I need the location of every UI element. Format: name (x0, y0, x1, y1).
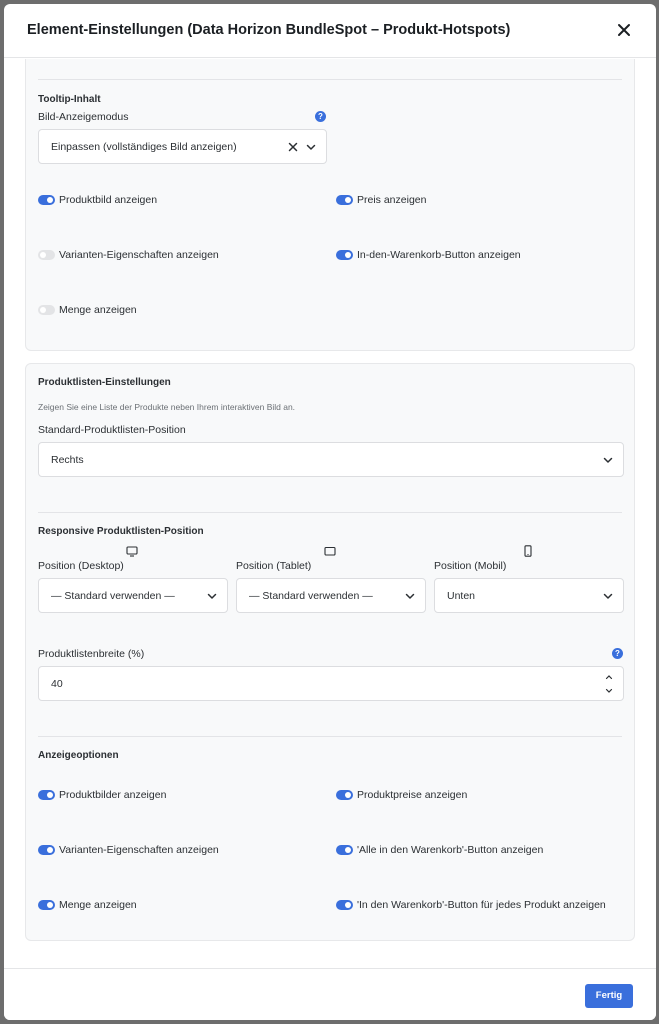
tooltip-card (25, 59, 635, 351)
settings-modal (4, 4, 656, 1020)
toggle-label: In-den-Warenkorb-Button anzeigen (357, 249, 521, 261)
desktop-position-select[interactable] (38, 578, 228, 613)
toggle-switch[interactable] (38, 305, 55, 315)
modal-body[interactable] (4, 59, 656, 968)
toggle-add-to-cart[interactable] (336, 249, 521, 261)
toggle-label: Menge anzeigen (59, 304, 137, 316)
chevron-down-icon (603, 456, 613, 464)
toggle-label: 'Alle in den Warenkorb'-Button anzeigen (357, 844, 544, 856)
toggle-label: Produktbilder anzeigen (59, 789, 167, 801)
toggle-switch[interactable] (38, 250, 55, 260)
product-list-section-title: Produktlisten-Einstellungen (38, 377, 171, 388)
help-icon[interactable]: ? (315, 111, 326, 122)
tooltip-section-title: Tooltip-Inhalt (38, 94, 101, 105)
help-icon[interactable]: ? (612, 648, 623, 659)
tablet-position-select[interactable] (236, 578, 426, 613)
divider (38, 79, 622, 80)
chevron-down-icon (207, 592, 217, 600)
spinner-up-icon (607, 676, 612, 679)
product-list-description: Zeigen Sie eine Liste der Produkte neben Ihrem interaktiven Bild an. (38, 402, 296, 412)
toggle-quantity[interactable] (38, 304, 137, 316)
responsive-section-title: Responsive Produktlisten-Position (38, 526, 204, 537)
tablet-position-value: — Standard verwenden — (249, 590, 373, 602)
toggle-label: Produktpreise anzeigen (357, 789, 468, 801)
tablet-icon (324, 545, 336, 557)
modal-header (4, 4, 656, 58)
close-icon (614, 20, 634, 40)
toggle-add-all-to-cart[interactable] (336, 844, 543, 856)
toggle-label: Preis anzeigen (357, 194, 427, 206)
default-position-value: Rechts (51, 454, 84, 466)
desktop-icon (126, 545, 138, 557)
toggle-switch[interactable] (38, 790, 55, 800)
desktop-position-label: Position (Desktop) (38, 560, 124, 572)
width-input[interactable] (38, 666, 624, 701)
image-mode-label: Bild-Anzeigemodus (38, 111, 129, 123)
display-options-title: Anzeigeoptionen (38, 750, 119, 761)
chevron-down-icon (306, 143, 316, 151)
modal-footer (4, 968, 656, 1020)
done-button[interactable]: Fertig (585, 984, 633, 1008)
desktop-position-value: — Standard verwenden — (51, 590, 175, 602)
spinner-down-icon (607, 690, 612, 693)
chevron-down-icon (405, 592, 415, 600)
toggle-label: Produktbild anzeigen (59, 194, 158, 206)
default-position-label: Standard-Produktlisten-Position (38, 424, 186, 436)
toggle-switch[interactable] (336, 845, 353, 855)
toggle-switch[interactable] (38, 195, 55, 205)
default-position-select[interactable] (38, 442, 624, 477)
width-value: 40 (51, 678, 63, 690)
divider (38, 512, 622, 513)
toggle-price[interactable] (336, 194, 426, 206)
toggle-switch[interactable] (336, 790, 353, 800)
modal-title: Element-Einstellungen (Data Horizon BundleSpot – Produkt-Hotspots) (27, 22, 511, 38)
toggle-variant-properties[interactable] (38, 249, 219, 261)
image-mode-select[interactable] (38, 129, 327, 164)
toggle-label: Varianten-Eigenschaften anzeigen (59, 844, 219, 856)
mobile-position-label: Position (Mobil) (434, 560, 507, 572)
toggle-switch[interactable] (38, 900, 55, 910)
toggle-quantity-list[interactable] (38, 899, 137, 911)
tablet-position-label: Position (Tablet) (236, 560, 312, 572)
toggle-switch[interactable] (336, 250, 353, 260)
image-mode-value: Einpassen (vollständiges Bild anzeigen) (51, 141, 237, 153)
toggle-switch[interactable] (38, 845, 55, 855)
toggle-product-prices[interactable] (336, 789, 467, 801)
toggle-product-images[interactable] (38, 789, 166, 801)
mobile-position-select[interactable] (434, 578, 624, 613)
chevron-down-icon (603, 592, 613, 600)
width-label: Produktlistenbreite (%) (38, 648, 145, 660)
toggle-add-to-cart-each[interactable] (336, 899, 606, 911)
toggle-switch[interactable] (336, 900, 353, 910)
clear-icon[interactable] (288, 142, 298, 152)
toggle-label: Varianten-Eigenschaften anzeigen (59, 249, 219, 261)
mobile-icon (522, 545, 534, 557)
toggle-switch[interactable] (336, 195, 353, 205)
toggle-product-image[interactable] (38, 194, 157, 206)
product-list-card (25, 363, 635, 941)
toggle-label: 'In den Warenkorb'-Button für jedes Produkt anzeigen (357, 899, 606, 911)
number-spinner[interactable] (605, 672, 613, 696)
mobile-position-value: Unten (447, 590, 476, 602)
close-button[interactable] (614, 20, 634, 40)
toggle-label: Menge anzeigen (59, 899, 137, 911)
toggle-variant-properties-list[interactable] (38, 844, 219, 856)
divider (38, 736, 622, 737)
